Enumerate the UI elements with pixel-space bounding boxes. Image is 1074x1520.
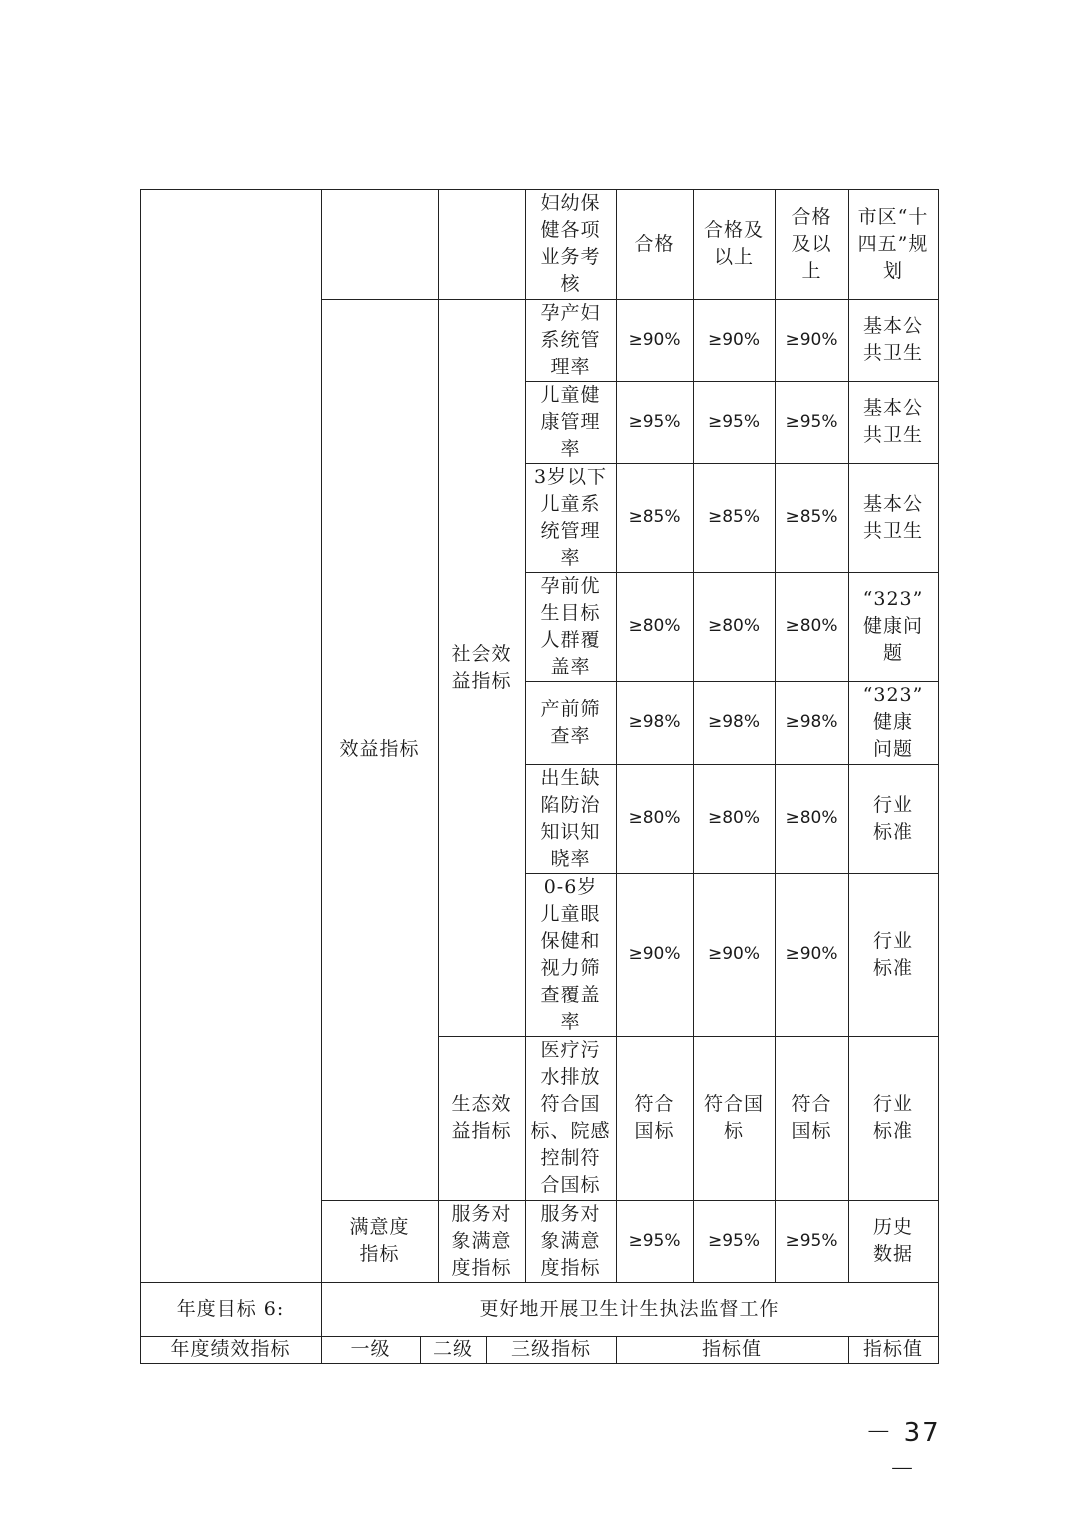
value-cell: ≥80% xyxy=(628,808,681,828)
table-left-border xyxy=(140,189,141,1364)
value-cell: ≥98% xyxy=(628,712,681,732)
metric-cell: 孕产妇 系统管 理率 xyxy=(540,301,601,378)
value-cell: ≥85% xyxy=(707,507,761,527)
value-cell: ≥90% xyxy=(707,329,761,350)
value-cell: ≥90% xyxy=(707,944,761,964)
basis-cell: 基本公 共卫生 xyxy=(862,397,923,446)
annual-goal-label: 年度目标 6: xyxy=(176,1297,285,1320)
value-cell: ≥80% xyxy=(628,616,681,636)
metric-cell: 服务对 象满意 度指标 xyxy=(540,1202,601,1279)
page-number: － 37 － xyxy=(865,1418,941,1485)
value-cell: ≥98% xyxy=(785,712,838,732)
header-level3: 三级指标 xyxy=(510,1338,591,1360)
metric-cell: 产前筛 查率 xyxy=(540,697,601,747)
metric-cell: 孕前优 生目标 人群覆 盖率 xyxy=(540,574,601,678)
basis-cell: 基本公 共卫生 xyxy=(862,492,923,542)
value-cell: 合格及 以上 xyxy=(703,219,764,268)
metric-cell: 0-6岁 儿童眼 保健和 视力筛 查覆盖 率 xyxy=(540,875,601,1033)
basis-cell: “323” 健康 问题 xyxy=(862,684,924,760)
header-indicator-value: 指标值 xyxy=(701,1338,762,1360)
value-cell: ≥90% xyxy=(628,329,681,350)
value-cell: ≥80% xyxy=(785,808,838,828)
value-cell: ≥80% xyxy=(785,616,838,636)
value-cell: ≥95% xyxy=(707,1230,761,1251)
value-cell: ≥85% xyxy=(785,507,838,527)
annual-goal-text: 更好地开展卫生计生执法监督工作 xyxy=(479,1297,780,1320)
level2-ecological-benefit: 生态效 益指标 xyxy=(451,1093,512,1142)
basis-cell: “323” 健康问 题 xyxy=(862,588,924,664)
basis-cell: 行业 标准 xyxy=(872,929,913,979)
value-cell: 符合国 标 xyxy=(703,1093,764,1142)
value-cell: ≥98% xyxy=(707,712,761,732)
value-cell: ≥90% xyxy=(785,329,838,350)
level1-benefit-indicator: 效益指标 xyxy=(339,738,420,760)
value-cell: ≥80% xyxy=(707,808,761,828)
header-level2: 二级 xyxy=(432,1338,473,1360)
header-indicator-value-2: 指标值 xyxy=(862,1338,923,1360)
level1-satisfaction-indicator: 满意度 指标 xyxy=(349,1216,410,1265)
value-cell: 合格 及以 上 xyxy=(791,205,832,282)
value-cell: ≥80% xyxy=(707,616,761,636)
value-cell: ≥95% xyxy=(785,411,838,432)
basis-cell: 基本公 共卫生 xyxy=(862,315,923,364)
header-annual-indicators: 年度绩效指标 xyxy=(170,1338,291,1360)
header-level1: 一级 xyxy=(350,1338,391,1360)
value-cell: ≥90% xyxy=(785,944,838,964)
metric-cell: 医疗污 水排放 符合国 标、院感 控制符 合国标 xyxy=(530,1039,611,1196)
metric-cell: 妇幼保 健各项 业务考 核 xyxy=(540,192,601,295)
value-cell: 符合 国标 xyxy=(791,1093,832,1142)
metric-cell: 出生缺 陷防治 知识知 晓率 xyxy=(540,766,601,870)
value-cell: 符合 国标 xyxy=(634,1093,675,1142)
table-right-border xyxy=(938,189,939,1364)
metric-cell: 3岁以下 儿童系 统管理 率 xyxy=(533,465,608,569)
value-cell: ≥95% xyxy=(785,1230,838,1251)
value-cell: ≥90% xyxy=(628,944,681,964)
value-cell: ≥95% xyxy=(628,1230,681,1251)
metric-cell: 儿童健 康管理 率 xyxy=(540,383,601,460)
value-cell: ≥95% xyxy=(707,411,761,432)
value-cell: 合格 xyxy=(634,232,675,255)
level2-social-benefit: 社会效 益指标 xyxy=(451,642,512,692)
basis-cell: 市区“十 四五”规 划 xyxy=(857,205,929,282)
basis-cell: 历史 数据 xyxy=(872,1216,913,1265)
value-cell: ≥95% xyxy=(628,411,681,432)
value-cell: ≥85% xyxy=(628,507,681,527)
basis-cell: 行业 标准 xyxy=(872,1093,913,1142)
basis-cell: 行业 标准 xyxy=(872,793,913,843)
table-bottom-border xyxy=(140,1363,939,1364)
level2-satisfaction: 服务对 象满意 度指标 xyxy=(451,1202,512,1279)
